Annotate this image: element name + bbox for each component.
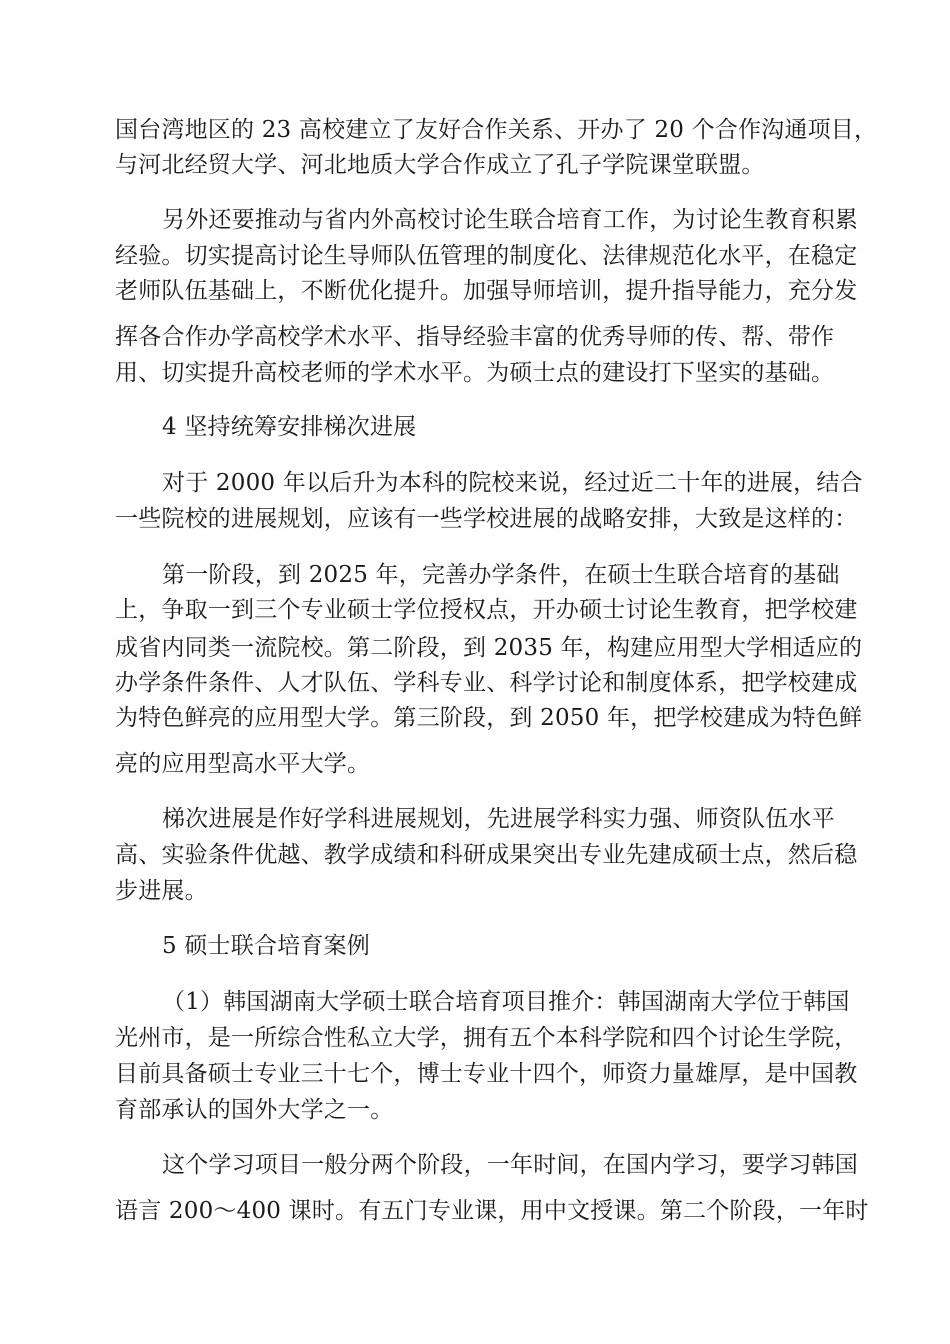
- paragraph-line: 梯次进展是作好学科进展规划，先进展学科实力强、师资队伍水平: [162, 806, 835, 832]
- paragraph-line: 育部承认的国外大学之一。: [115, 1097, 394, 1123]
- paragraph-line: 挥各合作办学高校学术水平、指导经验丰富的优秀导师的传、帮、带作: [115, 324, 835, 350]
- section-heading: 5 硕士联合培育案例: [162, 933, 370, 959]
- paragraph-line: 一些院校的进展规划，应该有一些学校进展的战略安排，大致是这样的：: [115, 506, 858, 532]
- paragraph-line: 老师队伍基础上，不断优化提升。加强导师培训，提升指导能力，充分发: [115, 278, 858, 304]
- paragraph-line: （1）韩国湖南大学硕士联合培育项目推介：韩国湖南大学位于韩国: [162, 989, 850, 1015]
- paragraph-line: 对于 2000 年以后升为本科的院校来说，经过近二十年的进展，结合: [162, 470, 863, 496]
- paragraph-line: 成省内同类一流院校。第二阶段，到 2035 年，构建应用型大学相适应的: [115, 635, 863, 661]
- paragraph-line: 经验。切实提高讨论生导师队伍管理的制度化、法律规范化水平，在稳定: [115, 243, 858, 269]
- paragraph-line: 亮的应用型高水平大学。: [115, 751, 371, 777]
- paragraph-line: 这个学习项目一般分两个阶段，一年时间，在国内学习，要学习韩国: [162, 1152, 858, 1178]
- paragraph-line: 另外还要推动与省内外高校讨论生联合培育工作，为讨论生教育积累: [162, 207, 858, 233]
- paragraph-line: 语言 200～400 课时。有五门专业课，用中文授课。第二个阶段，一年时: [115, 1198, 869, 1224]
- paragraph-line: 国台湾地区的 23 高校建立了友好合作关系、开办了 20 个合作沟通项目，: [115, 117, 878, 143]
- paragraph-line: 为特色鲜亮的应用型大学。第三阶段，到 2050 年，把学校建成为特色鲜: [115, 705, 863, 731]
- paragraph-line: 步进展。: [115, 878, 208, 904]
- paragraph-line: 光州市，是一所综合性私立大学，拥有五个本科学院和四个讨论生学院，: [115, 1025, 858, 1051]
- paragraph-line: 上，争取一到三个专业硕士学位授权点，开办硕士讨论生教育，把学校建: [115, 597, 858, 623]
- section-heading: 4 坚持统筹安排梯次进展: [162, 414, 417, 440]
- paragraph-line: 办学条件条件、人才队伍、学科专业、科学讨论和制度体系，把学校建成: [115, 670, 858, 696]
- paragraph-line: 第一阶段，到 2025 年，完善办学条件，在硕士生联合培育的基础: [162, 562, 840, 588]
- paragraph-line: 用、切实提升高校老师的学术水平。为硕士点的建设打下坚实的基础。: [115, 360, 835, 386]
- paragraph-line: 目前具备硕士专业三十七个，博士专业十四个，师资力量雄厚，是中国教: [115, 1061, 858, 1087]
- paragraph-line: 与河北经贸大学、河北地质大学合作成立了孔子学院课堂联盟。: [115, 152, 765, 178]
- paragraph-line: 高、实验条件优越、教学成绩和科研成果突出专业先建成硕士点，然后稳: [115, 842, 858, 868]
